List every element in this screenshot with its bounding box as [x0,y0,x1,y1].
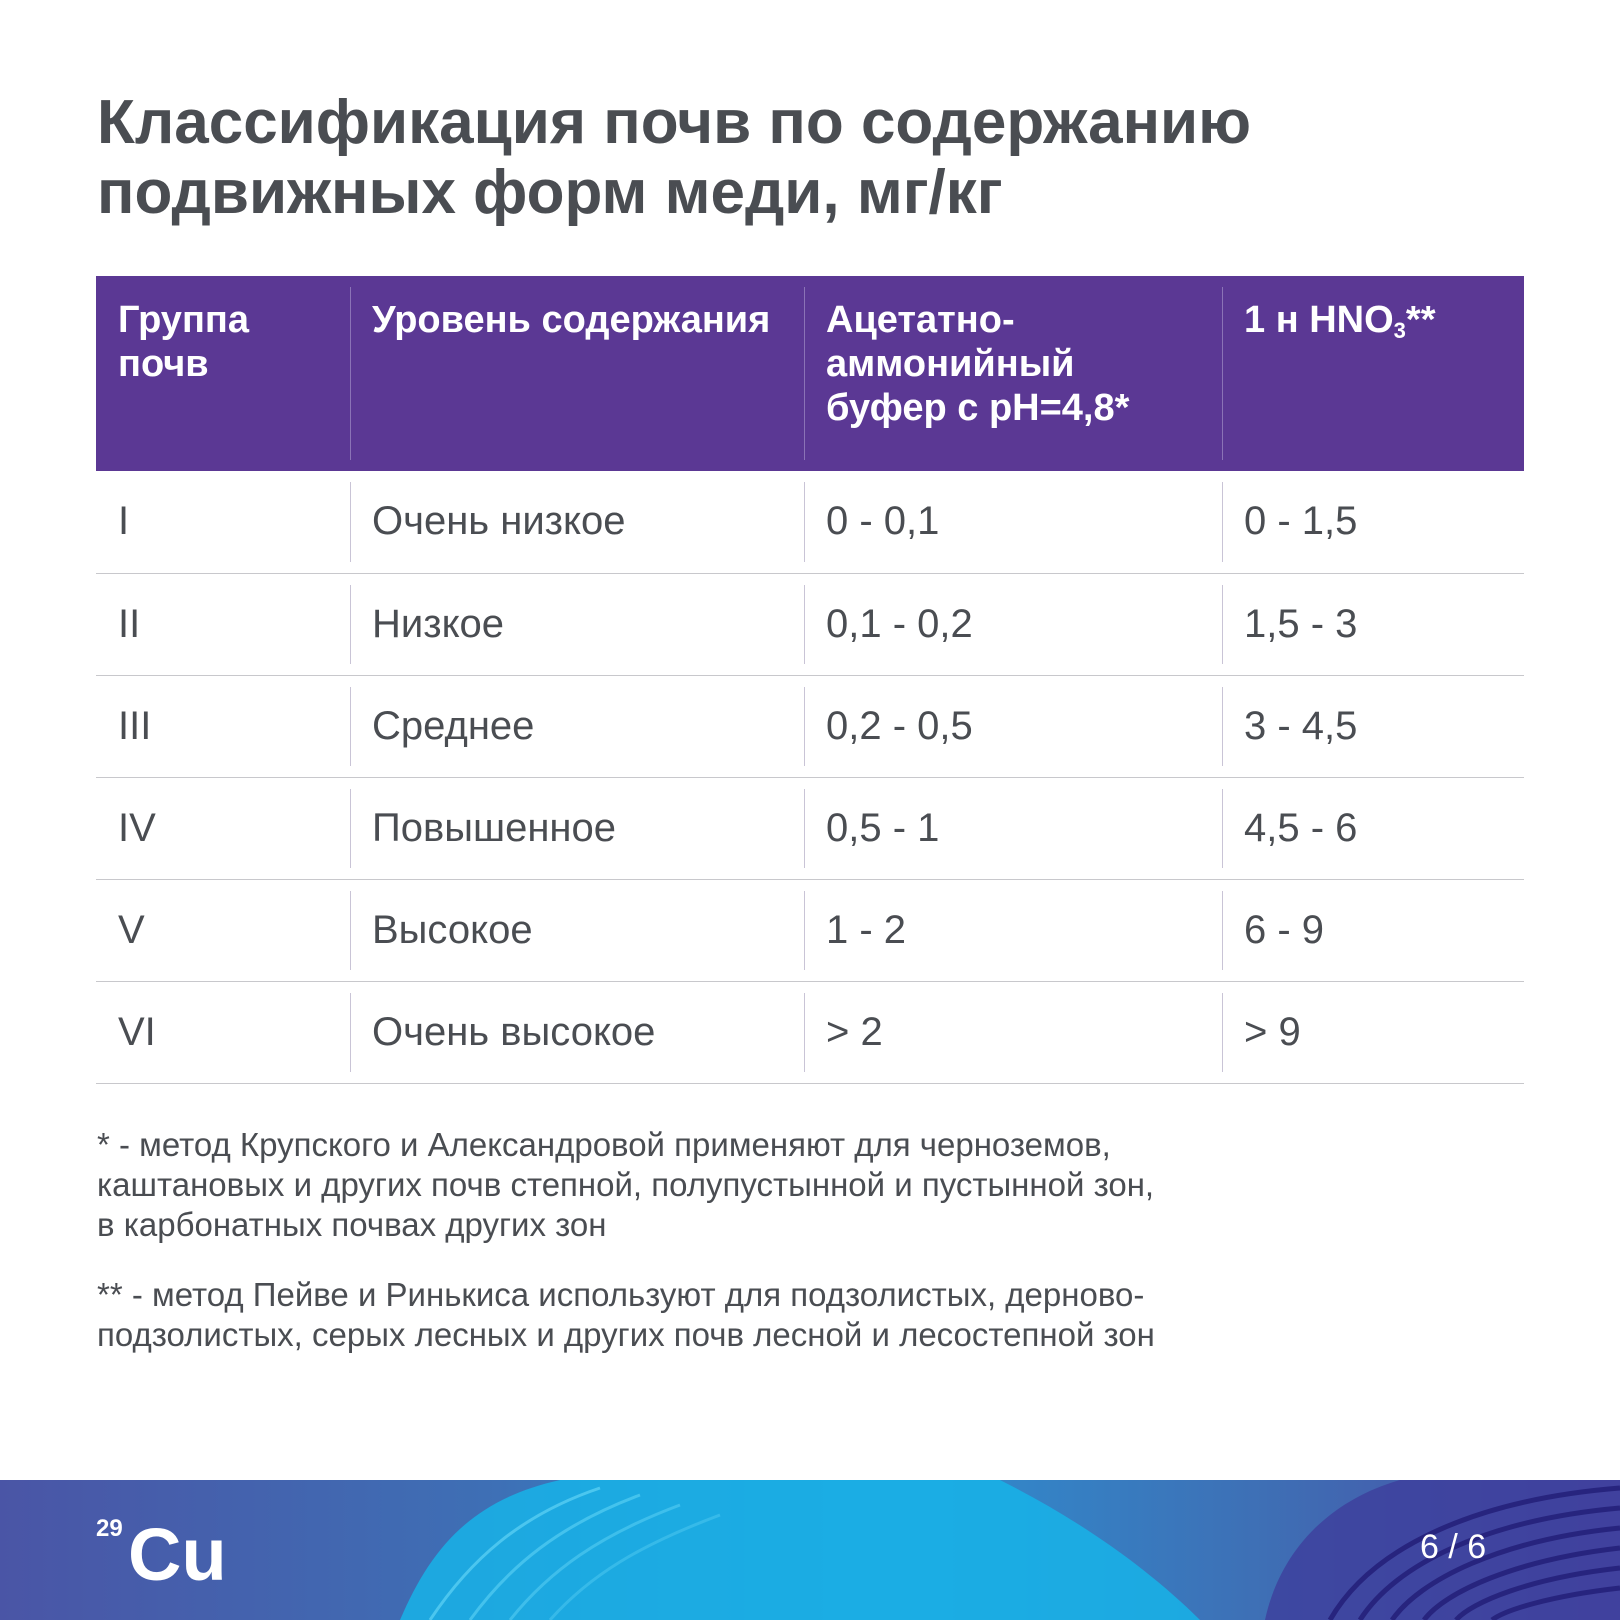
table-header-row [96,276,1524,471]
footnote-line: в карбонатных почвах других зон [97,1206,607,1243]
cell-group: VI [118,1009,156,1054]
atomic-number: 29 [96,1515,123,1542]
footnote-line: подзолистых, серых лесных и других почв лесной и лесостепной зон [97,1316,1155,1353]
footnote-line: ** - метод Пейве и Ринькиса используют для подзолистых, дерново- [97,1276,1145,1313]
footnote-hno3-method [97,1275,1517,1355]
cell-level: Высокое [350,879,804,981]
cell-group: V [118,907,145,952]
title-line-1: Классификация почв по содержанию [97,88,1252,157]
table-row [96,573,1524,675]
footnote-line: * - метод Крупского и Александровой применяют для черноземов, [97,1126,1111,1163]
header-acetate-buffer: Ацетатно-аммонийный буфер с pH=4,8* [804,276,1222,471]
cell-acetate: 0 - 0,1 [804,471,1222,573]
copper-classification-table [96,276,1524,1084]
header-hno3 [1222,276,1524,471]
header-hno3-subscript: 3 [1393,318,1406,343]
page-indicator: 6 / 6 [1420,1528,1487,1566]
cell-acetate: 0,1 - 0,2 [804,573,1222,675]
cell-level: Повышенное [350,777,804,879]
cell-level: Очень низкое [350,471,804,573]
table-row [96,777,1524,879]
table-row [96,675,1524,777]
cell-hno3: > 9 [1222,981,1524,1083]
cell-group: IV [118,805,156,850]
cell-hno3: 6 - 9 [1222,879,1524,981]
cell-level: Очень высокое [350,981,804,1083]
header-hno3-footnote-mark: ** [1405,299,1436,341]
header-hno3-text: 1 н HNO [1244,299,1394,341]
footnote-acetate-method [97,1125,1517,1245]
cell-hno3: 4,5 - 6 [1222,777,1524,879]
cell-group: II [118,601,141,646]
title-line-2: подвижных форм меди, мг/кг [97,158,1003,227]
header-group: Группа почв [118,299,249,385]
cell-acetate: 0,5 - 1 [804,777,1222,879]
cell-level: Среднее [350,675,804,777]
element-symbol: Cu [128,1513,227,1596]
cell-level: Низкое [350,573,804,675]
footnote-line: каштановых и других почв степной, полупустынной и пустынной зон, [97,1166,1155,1203]
page-title [97,88,1497,228]
table-row [96,981,1524,1083]
footer-wave-decoration [0,1480,1620,1620]
header-level: Уровень содержания [350,276,804,471]
cell-hno3: 1,5 - 3 [1222,573,1524,675]
footer-banner [0,1480,1620,1620]
cell-hno3: 3 - 4,5 [1222,675,1524,777]
cell-group: I [118,499,130,544]
table-row [96,879,1524,981]
cell-acetate: 1 - 2 [804,879,1222,981]
cell-acetate: 0,2 - 0,5 [804,675,1222,777]
cell-acetate: > 2 [804,981,1222,1083]
table-row [96,471,1524,573]
cell-hno3: 0 - 1,5 [1222,471,1524,573]
cell-group: III [118,703,152,748]
